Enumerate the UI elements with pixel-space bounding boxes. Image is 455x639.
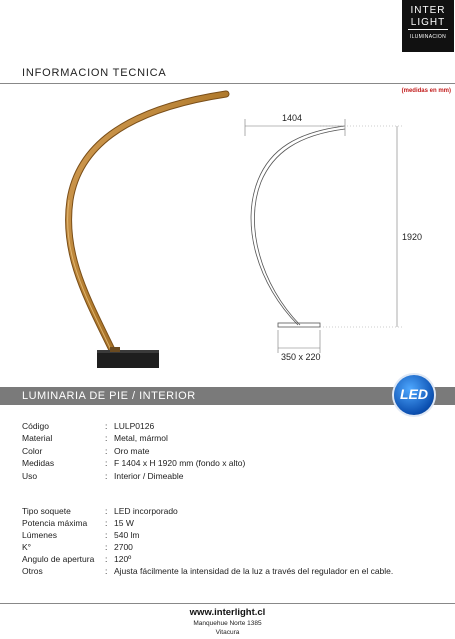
spec-value: 2700: [114, 542, 133, 552]
spec-separator: :: [105, 458, 108, 468]
brand-line2: LIGHT: [410, 17, 446, 28]
spec-separator: :: [105, 433, 108, 443]
spec-row: [0, 542, 455, 554]
spec-value: 120º: [114, 554, 132, 564]
spec-label: Medidas: [22, 458, 55, 468]
spec-row: [0, 471, 455, 483]
footer-address: Manquehue Norte 1385: [193, 620, 262, 627]
spec-row: [0, 518, 455, 530]
spec-separator: :: [105, 566, 108, 576]
spec-label: Material: [22, 433, 53, 443]
spec-value: F 1404 x H 1920 mm (fondo x alto): [114, 458, 246, 468]
spec-separator: :: [105, 518, 108, 528]
base-dimension: 350 x 220: [281, 352, 321, 362]
spec-separator: :: [105, 421, 108, 431]
spec-separator: :: [105, 554, 108, 564]
spec-separator: :: [105, 506, 108, 516]
spec-label: Lúmenes: [22, 530, 57, 540]
spec-label: Potencia máxima: [22, 518, 88, 528]
footer-city: Vitacura: [215, 629, 240, 636]
spec-value: LULP0126: [114, 421, 155, 431]
spec-label: K°: [22, 542, 32, 552]
spec-row: [0, 566, 455, 578]
spec-label: Angulo de apertura: [22, 554, 95, 564]
spec-label: Color: [22, 446, 43, 456]
spec-row: [0, 458, 455, 470]
spec-separator: :: [105, 542, 108, 552]
spec-value: Ajusta fácilmente la intensidad de la luz a través del regulador en el cable.: [114, 566, 394, 576]
category-title: LUMINARIA DE PIE / INTERIOR: [22, 390, 196, 402]
footer-website-link[interactable]: www.interlight.cl: [189, 607, 266, 618]
units-note: (medidas en mm): [401, 88, 451, 94]
technical-drawing: [245, 119, 402, 353]
section-title: INFORMACION TECNICA: [22, 67, 167, 79]
spec-value: Oro mate: [114, 446, 150, 456]
spec-row: [0, 421, 455, 433]
spec-separator: :: [105, 471, 108, 481]
spec-value: 15 W: [114, 518, 134, 528]
height-dimension: 1920: [402, 232, 423, 242]
led-badge-label: LED: [400, 386, 428, 402]
spec-row: [0, 506, 455, 518]
spec-row: [0, 554, 455, 566]
brand-line3: ILUMINACION: [409, 34, 447, 40]
spec-row: [0, 530, 455, 542]
footer-divider: [0, 603, 455, 604]
lamp-photo: [68, 94, 226, 368]
spec-row: [0, 433, 455, 445]
spec-value: LED incorporado: [114, 506, 178, 516]
spec-label: Código: [22, 421, 49, 431]
led-badge-icon: [394, 375, 434, 415]
spec-label: Tipo soquete: [22, 506, 71, 516]
spec-value: Metal, mármol: [114, 433, 168, 443]
spec-value: Interior / Dimeable: [114, 471, 184, 481]
spec-row: [0, 446, 455, 458]
spec-value: 540 lm: [114, 530, 140, 540]
width-dimension: 1404: [282, 113, 303, 123]
spec-separator: :: [105, 446, 108, 456]
spec-label: Uso: [22, 471, 38, 481]
spec-separator: :: [105, 530, 108, 540]
brand-line1: INTER: [410, 5, 446, 16]
spec-label: Otros: [22, 566, 43, 576]
